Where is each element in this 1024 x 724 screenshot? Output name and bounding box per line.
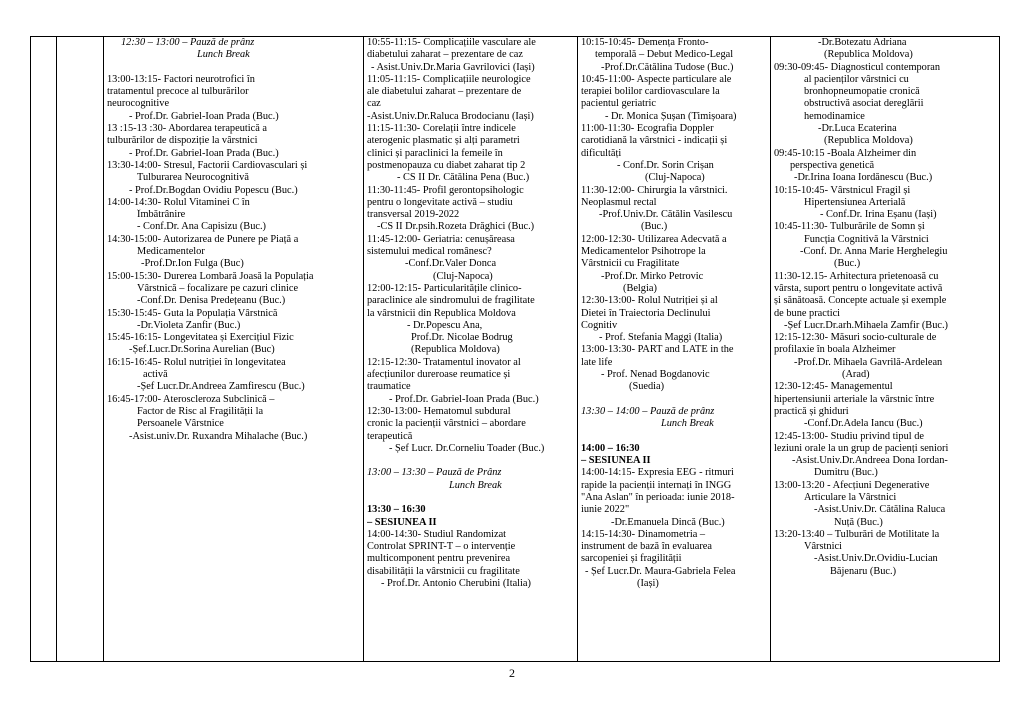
schedule-line: 09:45-10:15 -Boala Alzheimer din: [774, 147, 917, 159]
schedule-line: traumatice: [367, 381, 411, 393]
schedule-line: -Șef Lucr.Dr.Andreea Zamfirescu (Buc.): [137, 381, 305, 393]
schedule-line: (Republica Moldova): [824, 49, 913, 61]
spacer: [367, 492, 574, 504]
schedule-line: -Dr.Botezatu Adriana: [818, 37, 907, 48]
schedule-column-1: [104, 37, 364, 662]
schedule-line: transversal 2019-2022: [367, 209, 460, 221]
schedule-line: disabilității la vârstnicii cu fragilitate: [367, 565, 520, 577]
schedule-line: -Dr.Violeta Zanfir (Buc.): [137, 319, 241, 331]
schedule-line: - Asist.Univ.Dr.Maria Gavrilovici (Iași): [371, 61, 535, 73]
schedule-line: 11:15-11:30- Corelații între indicele: [367, 123, 516, 135]
schedule-line: 11:30-12.15- Arhitectura prietenoasă cu: [774, 270, 939, 282]
schedule-line: 12:30-13:00- Hematomul subdural: [367, 405, 511, 417]
schedule-line: postmenopauza cu diabet zaharat tip 2: [367, 159, 526, 171]
schedule-line: 10:55-11:15- Complicațiile vasculare ale: [367, 37, 536, 48]
schedule-line: practică și ghiduri: [774, 405, 849, 417]
schedule-line: -Asist.Univ.Dr.Ovidiu-Lucian: [814, 553, 938, 565]
schedule-line: (Republica Moldova): [411, 344, 500, 356]
schedule-line: 15:30-15:45- Guta la Populația Vârstnică: [107, 307, 278, 319]
schedule-line: Medicamentelor: [137, 246, 205, 258]
schedule-line: obstructivă asociat dereglării: [804, 98, 924, 110]
schedule-line: 15:00-15:30- Durerea Lombară Joasă la Populația: [107, 270, 314, 282]
schedule-line: -Dr.Luca Ecaterina: [818, 123, 897, 135]
empty-column-2: [57, 37, 104, 662]
schedule-line: 14:30-15:00- Autorizarea de Punere pe Piață a: [107, 233, 299, 245]
schedule-line: Vârstnică – focalizare pe cazuri clinice: [137, 282, 299, 294]
schedule-line: vârsta, suport pentru o longevitate activă: [774, 282, 943, 294]
schedule-line: 12:15-12:30- Măsuri socio-culturale de: [774, 332, 937, 344]
schedule-line: tratamentul precoce al tulburărilor: [107, 86, 249, 98]
schedule-line: Vârstnici: [804, 541, 842, 553]
schedule-line: -Conf. Dr. Anna Marie Herghelegiu: [800, 246, 948, 258]
schedule-line: leziuni orale la un grup de pacienți seniori: [774, 442, 949, 454]
schedule-line: 13:20-13:40 – Tulburări de Motilitate la: [774, 528, 940, 540]
schedule-line: și sănătoasă. Concepte actuale și exemple: [774, 295, 947, 307]
schedule-line: dificultăți: [581, 147, 622, 159]
schedule-line: 14:15-14:30- Dinamometria –: [581, 528, 706, 540]
schedule-line: 09:30-09:45- Diagnosticul contemporan: [774, 61, 941, 73]
schedule-line: sarcopeniei și fragilității: [581, 553, 682, 565]
schedule-line: Neoplasmul rectal: [581, 196, 657, 208]
program-table: [30, 36, 1000, 662]
schedule-line: -Asist.Univ.Dr. Cătălina Raluca: [814, 504, 946, 516]
spacer: [581, 394, 767, 406]
schedule-line: - Prof. Stefania Maggi (Italia): [599, 332, 723, 344]
spacer: [107, 62, 360, 74]
table-row: [31, 37, 1000, 662]
schedule-line: -Conf.Dr.Adela Iancu (Buc.): [804, 418, 923, 430]
schedule-line: 12:30-13:00- Rolul Nutriției și al: [581, 295, 718, 307]
schedule-line: 10:45-11:00- Aspecte particulare ale: [581, 73, 732, 85]
schedule-line: 12:00-12:15- Particularitățile clinico-: [367, 282, 522, 294]
schedule-line: Prof.Dr. Nicolae Bodrug: [411, 332, 513, 344]
schedule-line: Lunch Break: [449, 479, 502, 491]
schedule-line: iunie 2022": [581, 504, 630, 516]
schedule-line: instrument de bază în evaluarea: [581, 541, 712, 553]
schedule-line: clinici și paraclinici la femeile în: [367, 147, 503, 159]
schedule-line: 16:45-17:00- Ateroscleroza Subclinică –: [107, 393, 275, 405]
schedule-line: -Prof.Dr.Cătălina Tudose (Buc.): [601, 61, 734, 73]
schedule-line: 14:00-14:30- Rolul Vitaminei C în: [107, 196, 250, 208]
schedule-line: Factor de Risc al Fragilității la: [137, 405, 264, 417]
schedule-line: bronhopneumopatie cronică: [804, 86, 920, 98]
schedule-line: (Cluj-Napoca): [433, 270, 493, 282]
schedule-line: Lunch Break: [661, 418, 714, 430]
schedule-line: Dietei în Traiectoria Declinului: [581, 307, 711, 319]
schedule-line: 11:45-12:00- Geriatria: cenușăreasa: [367, 233, 515, 245]
schedule-line: Cognitiv: [581, 319, 618, 331]
schedule-line: activă: [143, 369, 168, 381]
schedule-line: profilaxie în boala Alzheimer: [774, 344, 896, 356]
schedule-line: 11:00-11:30- Ecografia Doppler: [581, 123, 714, 135]
schedule-line: Lunch Break: [197, 49, 250, 61]
schedule-line: 13:00-13:20 - Afecțiuni Degenerative: [774, 479, 930, 491]
schedule-line: hemodinamice: [804, 110, 865, 122]
schedule-line: - Prof.Dr. Gabriel-Ioan Prada (Buc.): [129, 110, 279, 122]
schedule-line: terapiei bolilor cardiovasculare la: [581, 86, 720, 98]
schedule-line: Vârstnicii cu Fragilitate: [581, 258, 680, 270]
schedule-line: -Șef Lucr.Dr.arh.Mihaela Zamfir (Buc.): [784, 319, 948, 331]
schedule-line: - Prof.Dr. Antonio Cherubini (Italia): [381, 578, 531, 590]
schedule-line: 10:15-10:45- Demența Fronto-: [581, 37, 709, 48]
schedule-line: 14:00 – 16:30: [581, 442, 640, 454]
schedule-line: Persoanele Vârstnice: [137, 418, 224, 430]
schedule-line: la vârstnicii din Republica Moldova: [367, 307, 516, 319]
schedule-line: 12:45-13:00- Studiu privind tipul de: [774, 430, 924, 442]
schedule-line: - Conf.Dr. Sorin Crișan: [617, 159, 714, 171]
schedule-line: temporală – Debut Medico-Legal: [595, 49, 734, 61]
schedule-line: -Prof.Dr. Mihaela Gavrilă-Ardelean: [794, 356, 943, 368]
schedule-line: - Prof.Dr. Gabriel-Ioan Prada (Buc.): [389, 393, 539, 405]
schedule-line: Funcția Cognitivă la Vârstnici: [804, 233, 929, 245]
schedule-line: neurocognitive: [107, 98, 170, 110]
schedule-line: aterogenic plasmatic și alți parametri: [367, 135, 520, 147]
schedule-line: - Șef Lucr.Dr. Maura-Gabriela Felea: [585, 565, 736, 577]
schedule-line: 13:30 – 14:00 – Pauză de prânz: [581, 405, 715, 417]
schedule-line: pacientul geriatric: [581, 98, 656, 110]
schedule-line: "Ana Aslan" în perioada: iunie 2018-: [581, 491, 735, 503]
schedule-line: -Prof.Dr.Ion Fulga (Buc): [141, 258, 244, 270]
schedule-line: rapide la pacienții internați în INGG: [581, 479, 732, 491]
schedule-line: 13:30-14:00- Stresul, Factorii Cardiovasculari și: [107, 159, 308, 171]
schedule-line: - Conf.Dr. Ana Capisizu (Buc.): [137, 221, 266, 233]
schedule-line: carotidiană la vârstnici - indicații și: [581, 135, 728, 147]
schedule-line: perspectiva genetică: [790, 159, 875, 171]
schedule-line: - Șef Lucr. Dr.Corneliu Toader (Buc.): [389, 442, 545, 454]
schedule-line: 10:15-10:45- Vârstnicul Fragil și: [774, 184, 911, 196]
schedule-line: al pacienților vârstnici cu: [804, 73, 909, 85]
page-number: 2: [509, 666, 515, 680]
schedule-line: late life: [581, 356, 613, 368]
schedule-line: -CS II Dr.psih.Rozeta Drăghici (Buc.): [377, 221, 535, 233]
schedule-line: (Suedia): [629, 381, 665, 393]
schedule-line: Îmbătrânire: [137, 209, 186, 221]
schedule-line: 16:15-16:45- Rolul nutriției în longevitatea: [107, 356, 286, 368]
schedule-line: (Buc.): [834, 258, 861, 270]
schedule-line: de bune practici: [774, 307, 841, 319]
schedule-line: -Asist.univ.Dr. Ruxandra Mihalache (Buc.): [129, 430, 308, 442]
schedule-line: hipertensiunii arteriale la vârstnic între: [774, 393, 935, 405]
schedule-line: -Conf.Dr.Valer Donca: [405, 258, 497, 270]
schedule-line: 13:00 – 13:30 – Pauză de Prânz: [367, 467, 502, 479]
schedule-line: Nuță (Buc.): [834, 516, 883, 528]
schedule-line: 11:05-11:15- Complicațiile neurologice: [367, 73, 531, 85]
schedule-line: 11:30-12:00- Chirurgia la vârstnici.: [581, 184, 728, 196]
schedule-line: Tulburarea Neurocognitivă: [137, 172, 249, 184]
schedule-line: afecțiunilor dureroase reumatice și: [367, 369, 511, 381]
spacer: [367, 455, 574, 467]
schedule-column-4: [771, 37, 1000, 662]
schedule-line: sistemului medical românesc?: [367, 246, 492, 258]
schedule-line: -Prof.Dr. Mirko Petrovic: [601, 270, 704, 282]
schedule-line: cronic la pacienții vârstnici – abordare: [367, 418, 526, 430]
schedule-line: 11:30-11:45- Profil gerontopsihologic: [367, 184, 524, 196]
schedule-line: 13:00-13:15- Factori neurotrofici în: [107, 73, 255, 85]
schedule-line: Controlat SPRINT-T – o intervenție: [367, 541, 516, 553]
schedule-line: - Dr. Monica Șușan (Timișoara): [605, 110, 737, 122]
schedule-line: terapeutică: [367, 430, 413, 442]
empty-column-1: [31, 37, 57, 662]
schedule-line: 13:30 – 16:30: [367, 504, 426, 516]
schedule-line: Medicamentelor Psihotrope la: [581, 246, 706, 258]
schedule-line: (Buc.): [641, 221, 668, 233]
schedule-line: -Conf.Dr. Denisa Predețeanu (Buc.): [137, 295, 286, 307]
schedule-line: 12:30 – 13:00 – Pauză de prânz: [121, 37, 255, 48]
schedule-line: 15:45-16:15- Longevitatea și Exercițiul Fizic: [107, 332, 294, 344]
schedule-line: 12:30-12:45- Managementul: [774, 381, 893, 393]
schedule-line: -Dr.Irina Ioana Iordănescu (Buc.): [794, 172, 933, 184]
spacer: [581, 431, 767, 443]
schedule-line: paraclinice ale sindromului de fragilitate: [367, 295, 535, 307]
schedule-line: pentru o longevitate activă – studiu: [367, 196, 513, 208]
schedule-line: 13 :15-13 :30- Abordarea terapeutică a: [107, 123, 267, 135]
schedule-line: diabetului zaharat – prezentare de caz: [367, 49, 523, 61]
schedule-line: 13:00-13:30- PART and LATE in the: [581, 344, 734, 356]
schedule-line: Hipertensiunea Arterială: [804, 196, 906, 208]
schedule-line: -Asist.Univ.Dr.Andreea Dona Iordan-: [792, 455, 948, 467]
schedule-line: Articulare la Vârstnici: [804, 491, 897, 503]
schedule-line: ale diabetului zaharat – prezentare de: [367, 86, 522, 98]
schedule-line: - Prof.Dr. Gabriel-Ioan Prada (Buc.): [129, 147, 279, 159]
schedule-line: (Republica Moldova): [824, 135, 913, 147]
schedule-line: (Cluj-Napoca): [645, 172, 705, 184]
schedule-line: – SESIUNEA II: [367, 516, 437, 528]
schedule-line: multicomponent pentru prevenirea: [367, 553, 511, 565]
schedule-line: - Conf.Dr. Irina Eșanu (Iași): [820, 209, 937, 221]
schedule-line: (Arad): [842, 369, 870, 381]
schedule-line: (Iași): [637, 578, 659, 590]
schedule-line: -Șef.Lucr.Dr.Sorina Aurelian (Buc): [129, 344, 275, 356]
schedule-column-3: [578, 37, 771, 662]
schedule-line: caz: [367, 98, 381, 110]
schedule-line: - Prof. Nenad Bogdanovic: [601, 369, 710, 381]
schedule-line: - CS II Dr. Cătălina Pena (Buc.): [397, 172, 530, 184]
schedule-line: 12:00-12:30- Utilizarea Adecvată a: [581, 233, 727, 245]
schedule-line: -Dr.Emanuela Dincă (Buc.): [611, 516, 725, 528]
schedule-line: 12:15-12:30- Tratamentul inovator al: [367, 356, 521, 368]
schedule-line: -Asist.Univ.Dr.Raluca Brodocianu (Iași): [367, 110, 534, 122]
schedule-line: Băjenaru (Buc.): [830, 565, 897, 577]
schedule-line: - Prof.Dr.Bogdan Ovidiu Popescu (Buc.): [129, 184, 298, 196]
schedule-line: - Dr.Popescu Ana,: [407, 319, 483, 331]
schedule-line: 14:00-14:15- Expresia EEG - ritmuri: [581, 467, 734, 479]
schedule-line: 10:45-11:30- Tulburările de Somn și: [774, 221, 925, 233]
schedule-line: -Prof.Univ.Dr. Cătălin Vasilescu: [599, 209, 733, 221]
schedule-line: Dumitru (Buc.): [814, 467, 878, 479]
schedule-line: (Belgia): [623, 282, 657, 294]
schedule-line: tulburărilor de dispoziție la vârstnici: [107, 135, 258, 147]
schedule-line: – SESIUNEA II: [581, 455, 651, 467]
schedule-column-2: [364, 37, 578, 662]
schedule-line: 14:00-14:30- Studiul Randomizat: [367, 528, 507, 540]
